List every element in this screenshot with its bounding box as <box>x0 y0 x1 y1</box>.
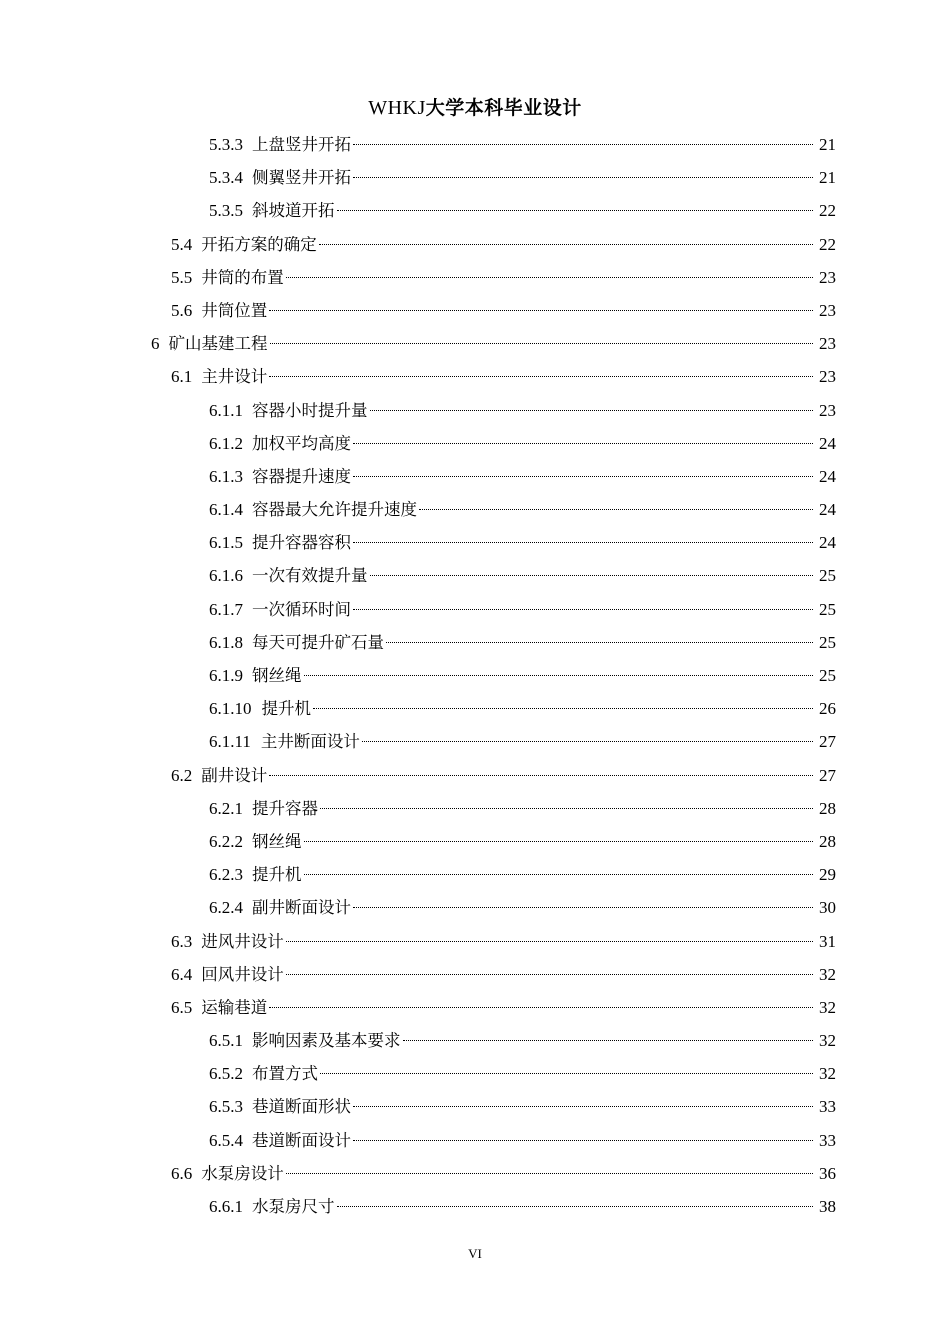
toc-entry-number: 6.6 <box>171 1163 193 1183</box>
toc-entry-number: 6 <box>151 334 160 354</box>
toc-entry-label: 容器小时提升量 <box>252 400 368 420</box>
toc-dot-leader <box>270 343 814 344</box>
toc-entry[interactable] <box>0 427 950 460</box>
toc-dot-leader <box>403 1040 814 1041</box>
toc-entry-page: 25 <box>819 632 836 652</box>
toc-entry[interactable] <box>0 1090 950 1123</box>
toc-entry-page: 38 <box>819 1197 836 1216</box>
toc-entry-page: 32 <box>819 997 836 1017</box>
toc-entry-number: 6.1.6 <box>209 566 243 586</box>
toc-entry-number: 6.1.2 <box>209 433 243 453</box>
toc-entry-number: 5.3.4 <box>209 168 243 188</box>
toc-entry-label: 运输巷道 <box>201 997 268 1017</box>
toc-entry-label: 钢丝绳 <box>252 831 302 851</box>
toc-entry-page: 23 <box>819 367 836 387</box>
toc-entry-label: 提升机 <box>261 699 311 719</box>
toc-entry[interactable] <box>0 559 950 592</box>
toc-entry-page: 27 <box>819 732 836 752</box>
toc-entry-number: 6.4 <box>171 964 193 984</box>
toc-entry-number: 5.3.5 <box>209 201 243 221</box>
toc-entry[interactable] <box>0 958 950 991</box>
toc-entry-label: 布置方式 <box>252 1064 318 1084</box>
toc-entry-page: 28 <box>819 831 836 851</box>
toc-dot-leader <box>386 642 813 643</box>
toc-entry-number: 6.5.2 <box>209 1064 243 1084</box>
toc-entry-label: 影响因素及基本要求 <box>252 1031 401 1051</box>
toc-entry-page: 31 <box>819 931 836 951</box>
toc-entry-label: 容器提升速度 <box>252 466 351 486</box>
toc-entry[interactable] <box>0 493 950 526</box>
toc-dot-leader <box>313 708 813 709</box>
toc-entry[interactable] <box>0 228 950 261</box>
toc-entry-label: 井筒的布置 <box>201 267 284 287</box>
toc-entry-label: 巷道断面设计 <box>252 1130 351 1150</box>
toc-entry[interactable] <box>0 925 950 958</box>
toc-entry-label: 井筒位置 <box>201 300 268 320</box>
toc-dot-leader <box>337 210 814 211</box>
toc-entry-label: 加权平均高度 <box>252 433 351 453</box>
toc-entry[interactable] <box>0 294 950 327</box>
toc-entry[interactable] <box>0 161 950 194</box>
toc-entry-label: 副井设计 <box>201 765 268 785</box>
header-school: WHKJ <box>368 97 426 119</box>
toc-entry[interactable] <box>0 858 950 891</box>
toc-entry-page: 25 <box>819 566 836 586</box>
toc-entry-label: 上盘竖井开拓 <box>252 135 351 154</box>
toc-entry-page: 26 <box>819 699 836 719</box>
toc-entry-label: 回风井设计 <box>201 964 284 984</box>
toc-entry[interactable] <box>0 692 950 725</box>
toc-entry-page: 29 <box>819 865 836 885</box>
toc-entry-page: 24 <box>819 500 836 520</box>
toc-dot-leader <box>353 609 813 610</box>
toc-entry-label: 主井断面设计 <box>260 732 360 752</box>
table-of-contents <box>0 128 950 1223</box>
toc-dot-leader <box>304 874 814 875</box>
toc-entry-number: 6.5 <box>171 997 193 1017</box>
toc-entry-label: 进风井设计 <box>201 931 284 951</box>
toc-dot-leader <box>320 1073 813 1074</box>
toc-entry[interactable] <box>0 1024 950 1057</box>
toc-entry-number: 6.3 <box>171 931 193 951</box>
toc-dot-leader <box>353 177 813 178</box>
toc-entry[interactable] <box>0 460 950 493</box>
toc-entry-label: 提升容器 <box>252 798 318 818</box>
toc-entry-page: 21 <box>819 135 836 154</box>
toc-entry-number: 5.4 <box>171 234 193 254</box>
toc-entry-number: 6.2.1 <box>209 798 243 818</box>
toc-entry[interactable] <box>0 394 950 427</box>
toc-dot-leader <box>353 443 813 444</box>
toc-entry-number: 6.1.3 <box>209 466 243 486</box>
toc-dot-leader <box>286 974 813 975</box>
page-header <box>0 94 950 122</box>
toc-entry[interactable] <box>0 825 950 858</box>
toc-dot-leader <box>370 575 814 576</box>
toc-entry[interactable] <box>0 991 950 1024</box>
toc-entry-page: 24 <box>819 533 836 553</box>
toc-entry-number: 6.5.3 <box>209 1097 243 1117</box>
toc-entry-number: 6.1.1 <box>209 400 243 420</box>
toc-entry[interactable] <box>0 659 950 692</box>
toc-entry-number: 5.3.3 <box>209 135 243 154</box>
toc-dot-leader <box>353 144 813 145</box>
toc-entry-label: 侧翼竖井开拓 <box>252 168 351 188</box>
toc-entry-page: 28 <box>819 798 836 818</box>
toc-dot-leader <box>370 410 814 411</box>
toc-entry-page: 25 <box>819 599 836 619</box>
toc-entry-number: 6.2.2 <box>209 831 243 851</box>
toc-entry-page: 24 <box>819 466 836 486</box>
toc-entry[interactable] <box>0 194 950 227</box>
toc-entry-page: 32 <box>819 1031 836 1051</box>
toc-entry-label: 矿山基建工程 <box>168 334 268 354</box>
toc-entry-label: 开拓方案的确定 <box>201 234 317 254</box>
page-number: VI <box>468 1246 482 1261</box>
toc-entry-number: 6.5.4 <box>209 1130 243 1150</box>
toc-entry-page: 32 <box>819 1064 836 1084</box>
toc-dot-leader <box>286 277 813 278</box>
toc-dot-leader <box>286 1173 813 1174</box>
toc-entry-page: 22 <box>819 234 836 254</box>
toc-entry[interactable] <box>0 792 950 825</box>
toc-entry[interactable] <box>0 128 950 161</box>
toc-entry-page: 30 <box>819 898 836 918</box>
toc-entry[interactable] <box>0 891 950 924</box>
toc-entry[interactable] <box>0 327 950 360</box>
toc-dot-leader <box>269 1007 813 1008</box>
toc-entry-number: 6.1.11 <box>209 732 251 752</box>
toc-dot-leader <box>269 310 813 311</box>
toc-entry-page: 33 <box>819 1097 836 1117</box>
toc-entry-page: 21 <box>819 168 836 188</box>
toc-entry-label: 副井断面设计 <box>252 898 351 918</box>
toc-entry-number: 6.6.1 <box>209 1197 243 1216</box>
toc-entry-label: 钢丝绳 <box>252 666 302 685</box>
toc-entry-label: 提升容器容积 <box>252 533 351 553</box>
toc-entry-number: 6.1 <box>171 367 193 387</box>
toc-entry[interactable] <box>0 626 950 659</box>
toc-entry[interactable] <box>0 261 950 294</box>
toc-entry-number: 6.5.1 <box>209 1031 243 1051</box>
toc-entry-page: 33 <box>819 1130 836 1150</box>
toc-entry[interactable] <box>0 526 950 559</box>
toc-dot-leader <box>320 808 813 809</box>
toc-dot-leader <box>304 675 814 676</box>
header-title: 大学本科毕业设计 <box>425 97 582 119</box>
toc-entry-number: 6.1.5 <box>209 533 243 553</box>
toc-entry[interactable] <box>0 593 950 626</box>
toc-dot-leader <box>286 941 813 942</box>
toc-entry-number: 6.1.10 <box>209 699 252 719</box>
toc-dot-leader <box>353 907 813 908</box>
toc-entry-label: 一次有效提升量 <box>252 566 368 586</box>
toc-entry-page: 23 <box>819 334 836 354</box>
toc-entry-label: 水泵房设计 <box>201 1163 284 1183</box>
toc-dot-leader <box>353 542 813 543</box>
toc-entry-number: 6.1.9 <box>209 666 243 685</box>
toc-entry[interactable] <box>0 759 950 792</box>
toc-entry-page: 24 <box>819 433 836 453</box>
toc-entry-number: 5.5 <box>171 267 193 287</box>
toc-entry-number: 6.2 <box>171 765 193 785</box>
toc-entry[interactable] <box>0 360 950 393</box>
toc-dot-leader <box>353 1106 813 1107</box>
toc-entry-page: 22 <box>819 201 836 221</box>
toc-entry-number: 6.2.3 <box>209 865 243 885</box>
toc-dot-leader <box>362 741 813 742</box>
toc-entry-number: 5.6 <box>171 300 193 320</box>
toc-entry-label: 提升机 <box>252 865 302 885</box>
toc-dot-leader <box>304 841 814 842</box>
toc-entry[interactable] <box>0 1190 950 1223</box>
toc-entry-page: 32 <box>819 964 836 984</box>
toc-dot-leader <box>269 775 813 776</box>
toc-entry-page: 23 <box>819 267 836 287</box>
toc-entry[interactable] <box>0 1057 950 1090</box>
toc-entry-label: 每天可提升矿石量 <box>252 632 384 652</box>
toc-dot-leader <box>337 1206 814 1207</box>
toc-entry-label: 斜坡道开拓 <box>252 201 335 221</box>
toc-entry-page: 36 <box>819 1163 836 1183</box>
toc-dot-leader <box>353 1140 813 1141</box>
toc-entry[interactable] <box>0 1124 950 1157</box>
toc-entry-number: 6.1.7 <box>209 599 243 619</box>
toc-entry-page: 25 <box>819 666 836 685</box>
toc-entry-label: 水泵房尺寸 <box>252 1197 335 1216</box>
toc-entry-number: 6.1.4 <box>209 500 243 520</box>
toc-entry-number: 6.1.8 <box>209 632 243 652</box>
toc-dot-leader <box>269 376 813 377</box>
toc-entry-page: 23 <box>819 300 836 320</box>
toc-entry-number: 6.2.4 <box>209 898 243 918</box>
toc-entry-label: 一次循环时间 <box>252 599 351 619</box>
toc-dot-leader <box>419 509 813 510</box>
toc-entry-page: 23 <box>819 400 836 420</box>
toc-entry[interactable] <box>0 725 950 758</box>
toc-entry-page: 27 <box>819 765 836 785</box>
toc-entry[interactable] <box>0 1157 950 1190</box>
toc-entry-label: 容器最大允许提升速度 <box>252 500 417 520</box>
toc-dot-leader <box>353 476 813 477</box>
toc-entry-label: 主井设计 <box>201 367 268 387</box>
toc-entry-label: 巷道断面形状 <box>252 1097 351 1117</box>
toc-dot-leader <box>319 244 813 245</box>
